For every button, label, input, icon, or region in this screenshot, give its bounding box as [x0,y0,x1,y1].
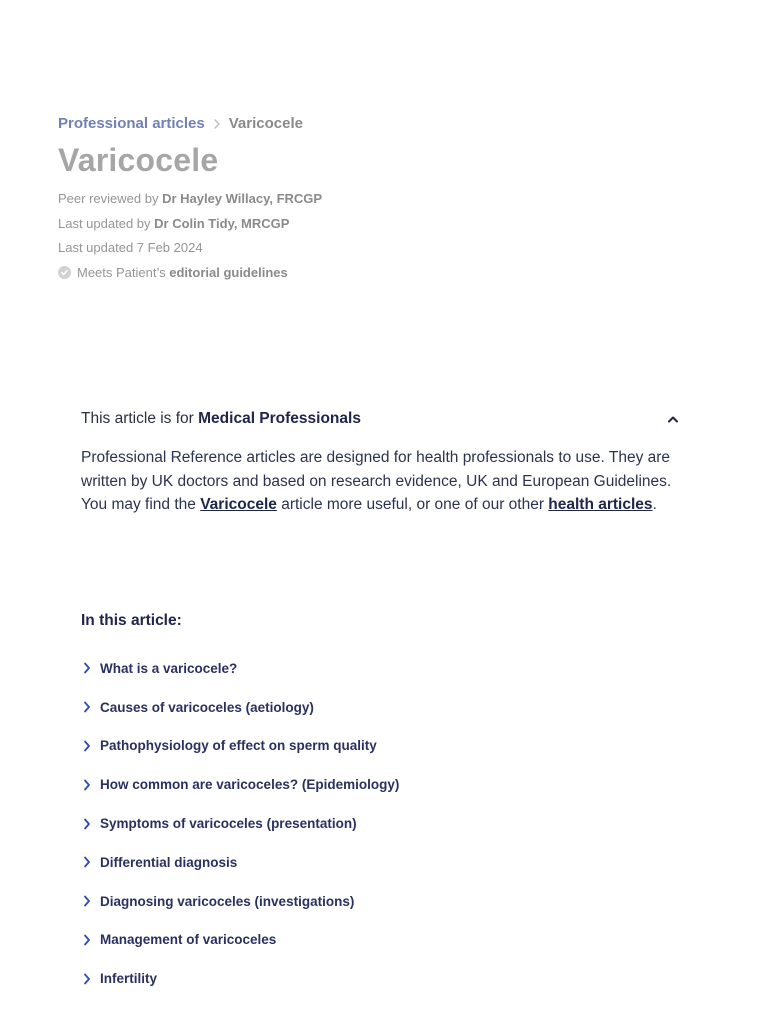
toc-item-label: Causes of varicoceles (aetiology) [100,699,314,715]
toc-item-symptoms[interactable] [81,804,399,843]
chevron-right-icon [81,739,93,753]
toc-title: In this article: [81,612,182,629]
chevron-right-icon [81,661,93,675]
chevron-right-icon [81,778,93,792]
breadcrumb-professional-articles-link[interactable]: Professional articles [58,115,205,132]
toc-item-label: How common are varicoceles? (Epidemiology) [100,777,400,793]
toc-item-what-is-a-varicocele[interactable] [81,649,399,688]
notice-body [81,446,691,517]
chevron-right-icon [213,119,221,129]
chevron-right-icon [81,894,93,908]
notice-body-text-1: Professional Reference articles are designed for health professionals to use. They are written by UK doctors and based on research evidence, UK and European Guidelines. You may find the [81,449,672,513]
chevron-right-icon [81,700,93,714]
editorial-guidelines-line [58,265,288,280]
toc-item-label: Management of varicoceles [100,932,277,948]
chevron-right-icon [81,817,93,831]
peer-reviewed-prefix: Peer reviewed by [58,191,163,206]
updated-by-line [58,216,289,231]
breadcrumb [58,115,303,132]
notice-audience: Medical Professionals [198,410,361,427]
table-of-contents [81,610,681,987]
guidelines-prefix: Meets Patient’s [77,265,166,280]
health-articles-link[interactable]: health articles [548,496,653,513]
toc-item-infertility[interactable] [81,959,399,998]
editorial-guidelines-link[interactable]: editorial guidelines [169,265,288,280]
toc-item-label: What is a varicocele? [100,660,238,676]
chevron-up-icon [667,415,679,423]
notice-collapse-button[interactable] [663,409,683,429]
last-updated-date: Last updated 7 Feb 2024 [58,240,203,255]
toc-item-label: Differential diagnosis [100,854,238,870]
notice-body-text-2: article more useful, or one of our other [276,496,549,513]
notice-header [81,408,691,430]
updated-by-prefix: Last updated by [58,216,155,231]
toc-item-pathophysiology[interactable] [81,727,399,766]
toc-item-diagnosing[interactable] [81,882,399,921]
toc-item-label: Symptoms of varicoceles (presentation) [100,816,357,832]
notice-heading-prefix: This article is for [81,410,199,427]
check-circle-icon [58,266,71,279]
notice-heading [81,410,361,428]
toc-item-causes[interactable] [81,688,399,727]
page-title: Varicocele [58,142,219,178]
updated-by-name: Dr Colin Tidy, MRCGP [154,216,290,231]
notice-body-text-3: . [652,496,657,513]
toc-item-label: Infertility [100,971,158,987]
toc-item-label: Diagnosing varicoceles (investigations) [100,893,355,909]
breadcrumb-current: Varicocele [228,115,303,132]
varicocele-article-link[interactable]: Varicocele [200,496,277,513]
peer-reviewed-line [58,191,322,206]
chevron-right-icon [81,972,93,986]
toc-item-label: Pathophysiology of effect on sperm quality [100,738,377,754]
toc-item-epidemiology[interactable] [81,765,399,804]
chevron-right-icon [81,855,93,869]
toc-item-management[interactable] [81,921,399,960]
peer-reviewer-name: Dr Hayley Willacy, FRCGP [162,191,323,206]
professional-notice [81,408,691,517]
toc-item-differential-diagnosis[interactable] [81,843,399,882]
chevron-right-icon [81,933,93,947]
toc-list [81,649,399,998]
